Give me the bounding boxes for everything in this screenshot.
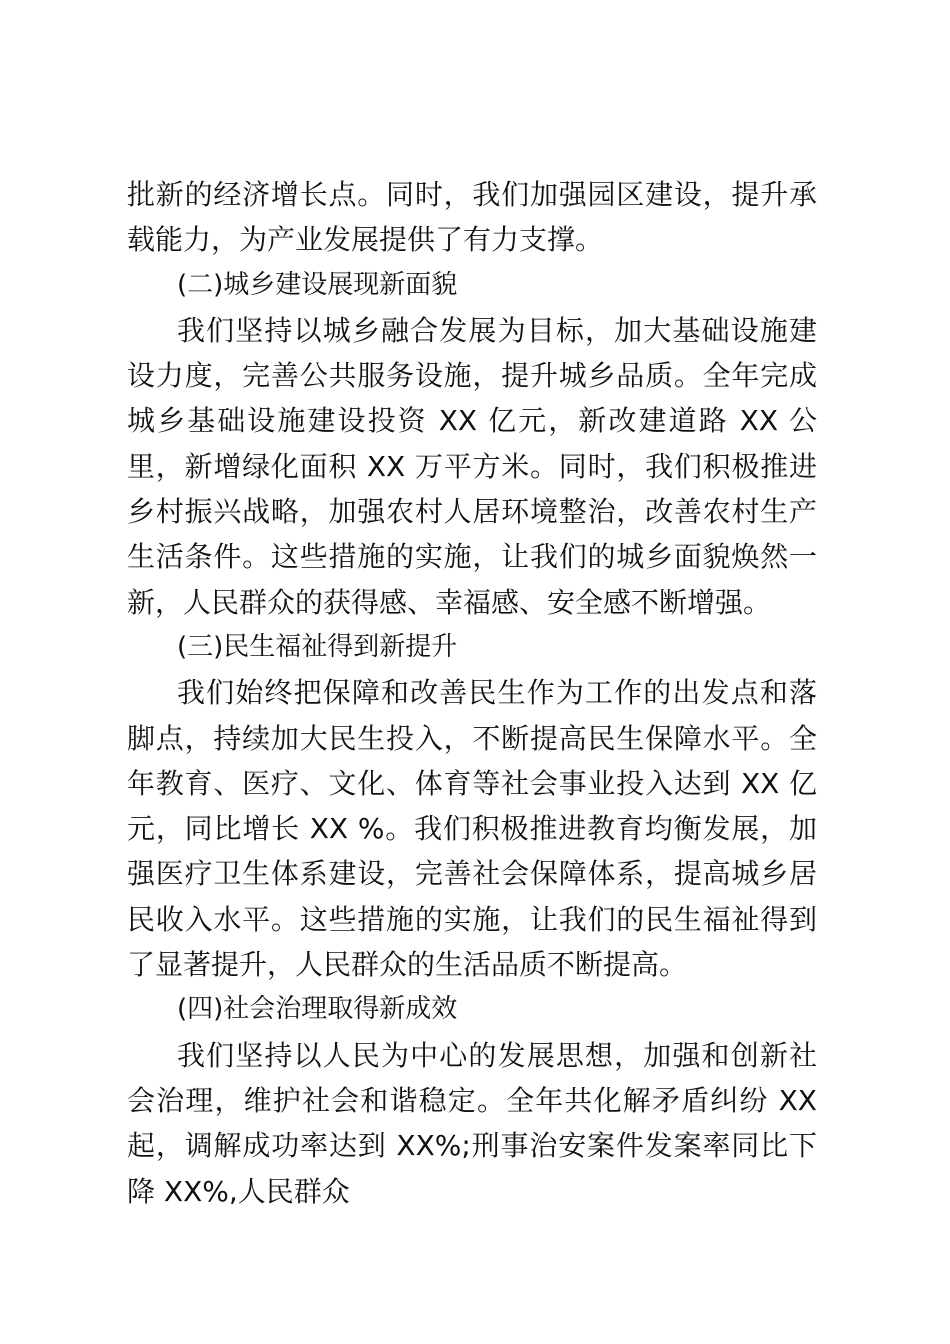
paragraph-governance: 我们坚持以人民为中心的发展思想，加强和创新社会治理，维护社会和谐稳定。全年共化解矛盾纠纷 XX 起，调解成功率达到 XX%;刑事治安案件发案率同比下降 XX%,人民群众: [127, 1038, 817, 1208]
document-body: [127, 172, 817, 1214]
paragraph-livelihood: 我们始终把保障和改善民生作为工作的出发点和落脚点，持续加大民生投入，不断提高民生保障水平。全年教育、医疗、文化、体育等社会事业投入达到 XX 亿元，同比增长 XX %。我们积极推进教育均衡发展，加强医疗卫生体系建设，完善社会保障体系，提高城乡居民收入水平。这些措施的实施，让我们的民生福祉得到了显著提升，人民群众的生活品质不断提高。: [127, 676, 817, 982]
section-heading-governance: (四)社会治理取得新成效: [177, 994, 458, 1025]
section-heading-urban-rural: (二)城乡建设展现新面貌: [177, 269, 458, 300]
paragraph-continuation: 批新的经济增长点。同时，我们加强园区建设，提升承载能力，为产业发展提供了有力支撑。: [127, 178, 817, 257]
section-heading-livelihood: (三)民生福祉得到新提升: [177, 631, 458, 662]
paragraph-urban-rural: 我们坚持以城乡融合发展为目标，加大基础设施建设力度，完善公共服务设施，提升城乡品质。全年完成城乡基础设施建设投资 XX 亿元，新改建道路 XX 公里，新增绿化面积 XX 万平方米。同时，我们积极推进乡村振兴战略，加强农村人居环境整治，改善农村生产生活条件。这些措施的实施，让我们的城乡面貌焕然一新，人民群众的获得感、幸福感、安全感不断增强。: [127, 313, 817, 619]
